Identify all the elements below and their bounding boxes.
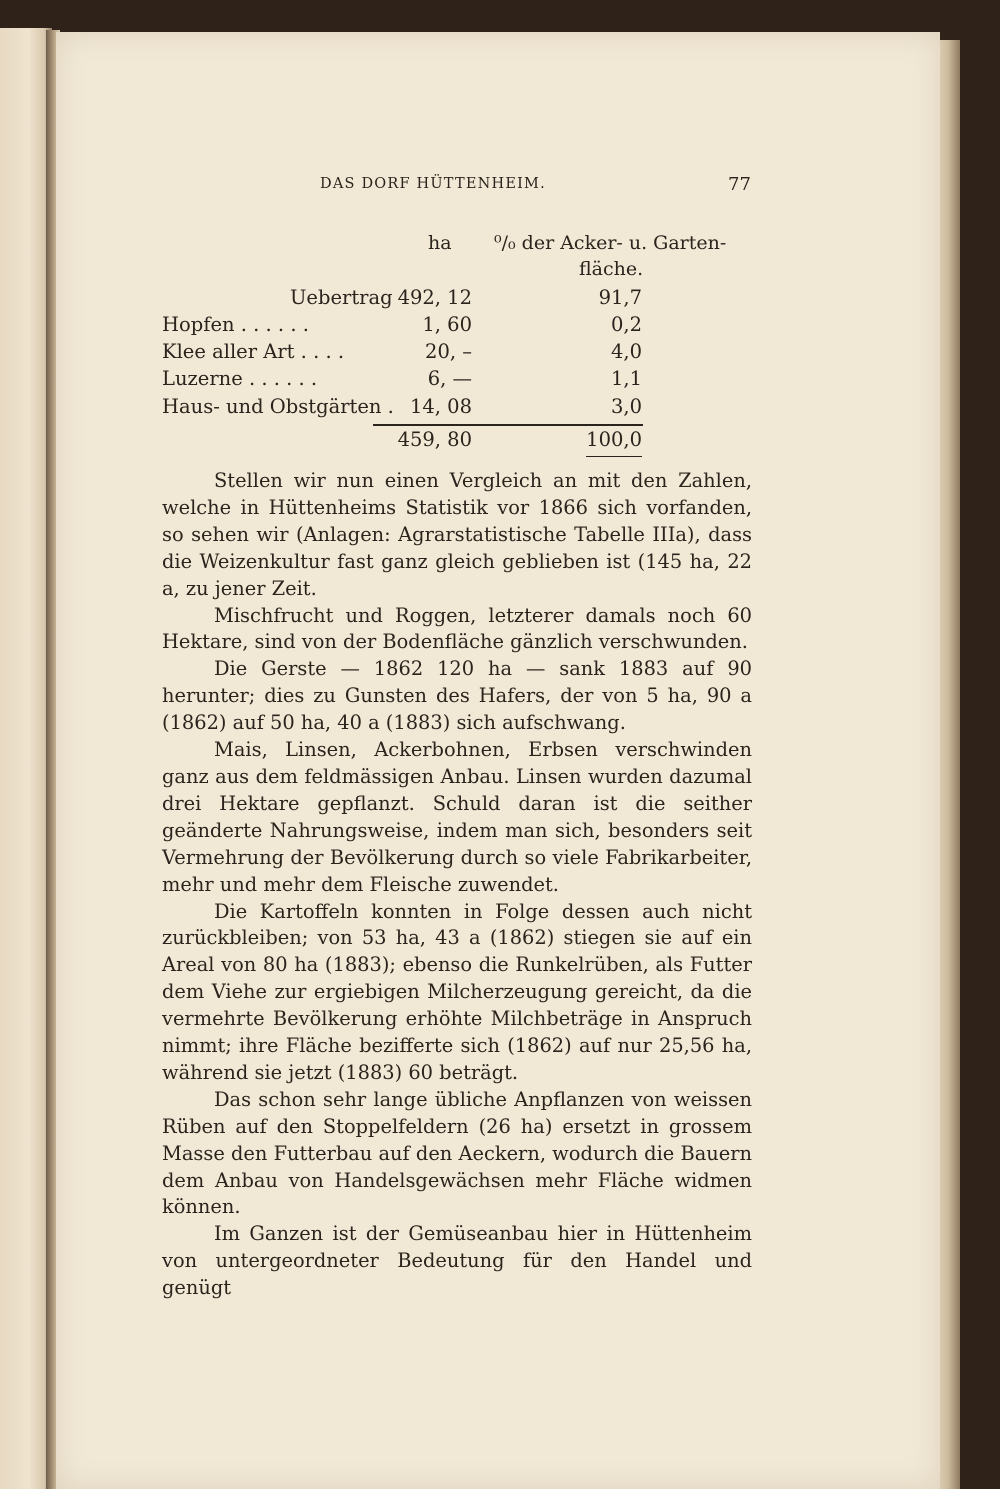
row-pct: 0,2 [610, 313, 642, 336]
paragraph: Die Kartoffeln konnten in Folge dessen auch nicht zurückbleiben; von 53 ha, 43 a (1862) stiegen sie auf ein Areal von 80 ha (1883); ebenso die Runkelrüben, als Futter dem Viehe zur ergiebigen Milcherzeugung gereicht, da die vermehrte Bevölkerung erhöhte Milchbeträge in Anspruch nimmt; ihre Fläche bezifferte sich (1862) auf nur 25,56 ha, während sie jetzt (1883) 60 beträgt. [162, 899, 752, 1084]
row-ha: 6, — [427, 367, 472, 390]
total-ha: 459, 80 [397, 428, 472, 451]
row-label: Klee aller Art . . . . [162, 340, 345, 363]
body-text [162, 468, 752, 1302]
paragraph: Das schon sehr lange übliche Anpflanzen von weissen Rüben auf den Stoppelfeldern (26 ha) ersetzt in grossem Masse den Futterbau auf den Aeckern, wodurch die Bauern dem Anbau von Handelsgewächsen mehr Fläche widmen können. [162, 1087, 752, 1219]
row-pct: 4,0 [610, 340, 642, 363]
row-pct: 3,0 [610, 395, 642, 418]
table-row [162, 313, 642, 341]
table-row [162, 367, 642, 395]
table-col-pct: ⁰/₀ der Acker- u. Garten- [494, 232, 727, 254]
table-row [162, 395, 642, 423]
table-row [162, 286, 642, 314]
row-pct: 91,7 [598, 286, 642, 309]
table-total-row [162, 428, 642, 456]
page-number: 77 [728, 174, 751, 195]
row-ha: 492, 12 [397, 286, 472, 309]
left-page-edge [0, 28, 52, 1489]
paragraph: Stellen wir nun einen Vergleich an mit den Zahlen, welche in Hüttenheims Statistik vor 1866 sich vorfanden, so sehen wir (Anlagen: Agrarstatistische Tabelle IIIa), dass die Weizenkultur fast ganz gleich geblieben ist (145 ha, 22 a, zu jener Zeit. [162, 469, 752, 600]
table-col-pct-line2: fläche. [579, 258, 644, 280]
total-underline [586, 456, 642, 457]
table-row [162, 340, 642, 368]
row-label: Uebertrag [290, 286, 393, 309]
row-label: Luzerne . . . . . . [162, 367, 318, 390]
paragraph: Mais, Linsen, Ackerbohnen, Erbsen verschwinden ganz aus dem feldmässigen Anbau. Linsen wurden dazumal drei Hektare gepflanzt. Schuld daran ist die seither geänderte Nahrungsweise, indem man sich, besonders seit Vermehrung der Bevölkerung durch so viele Fabrikarbeiter, mehr und mehr dem Fleische zuwendet. [162, 738, 752, 896]
row-label: Haus- und Obstgärten . [162, 395, 394, 418]
row-pct: 1,1 [610, 367, 642, 390]
paragraph: Mischfrucht und Roggen, letzterer damals noch 60 Hektare, sind von der Bodenfläche gänzlich verschwunden. [162, 603, 752, 654]
paragraph: Im Ganzen ist der Gemüseanbau hier in Hüttenheim von untergeordneter Bedeutung für den Handel und genügt [162, 1222, 752, 1300]
row-ha: 20, – [425, 340, 472, 363]
table-sum-rule [373, 424, 643, 426]
total-pct: 100,0 [586, 428, 642, 451]
paragraph: Die Gerste — 1862 120 ha — sank 1883 auf 90 herunter; dies zu Gunsten des Hafers, der von 5 ha, 90 a (1862) auf 50 ha, 40 a (1883) sich aufschwang. [162, 657, 752, 735]
row-label: Hopfen . . . . . . [162, 313, 309, 336]
row-ha: 1, 60 [422, 313, 472, 336]
row-ha: 14, 08 [409, 395, 472, 418]
table-col-ha: ha [428, 232, 452, 254]
running-head: DAS DORF HÜTTENHEIM. [320, 176, 546, 192]
